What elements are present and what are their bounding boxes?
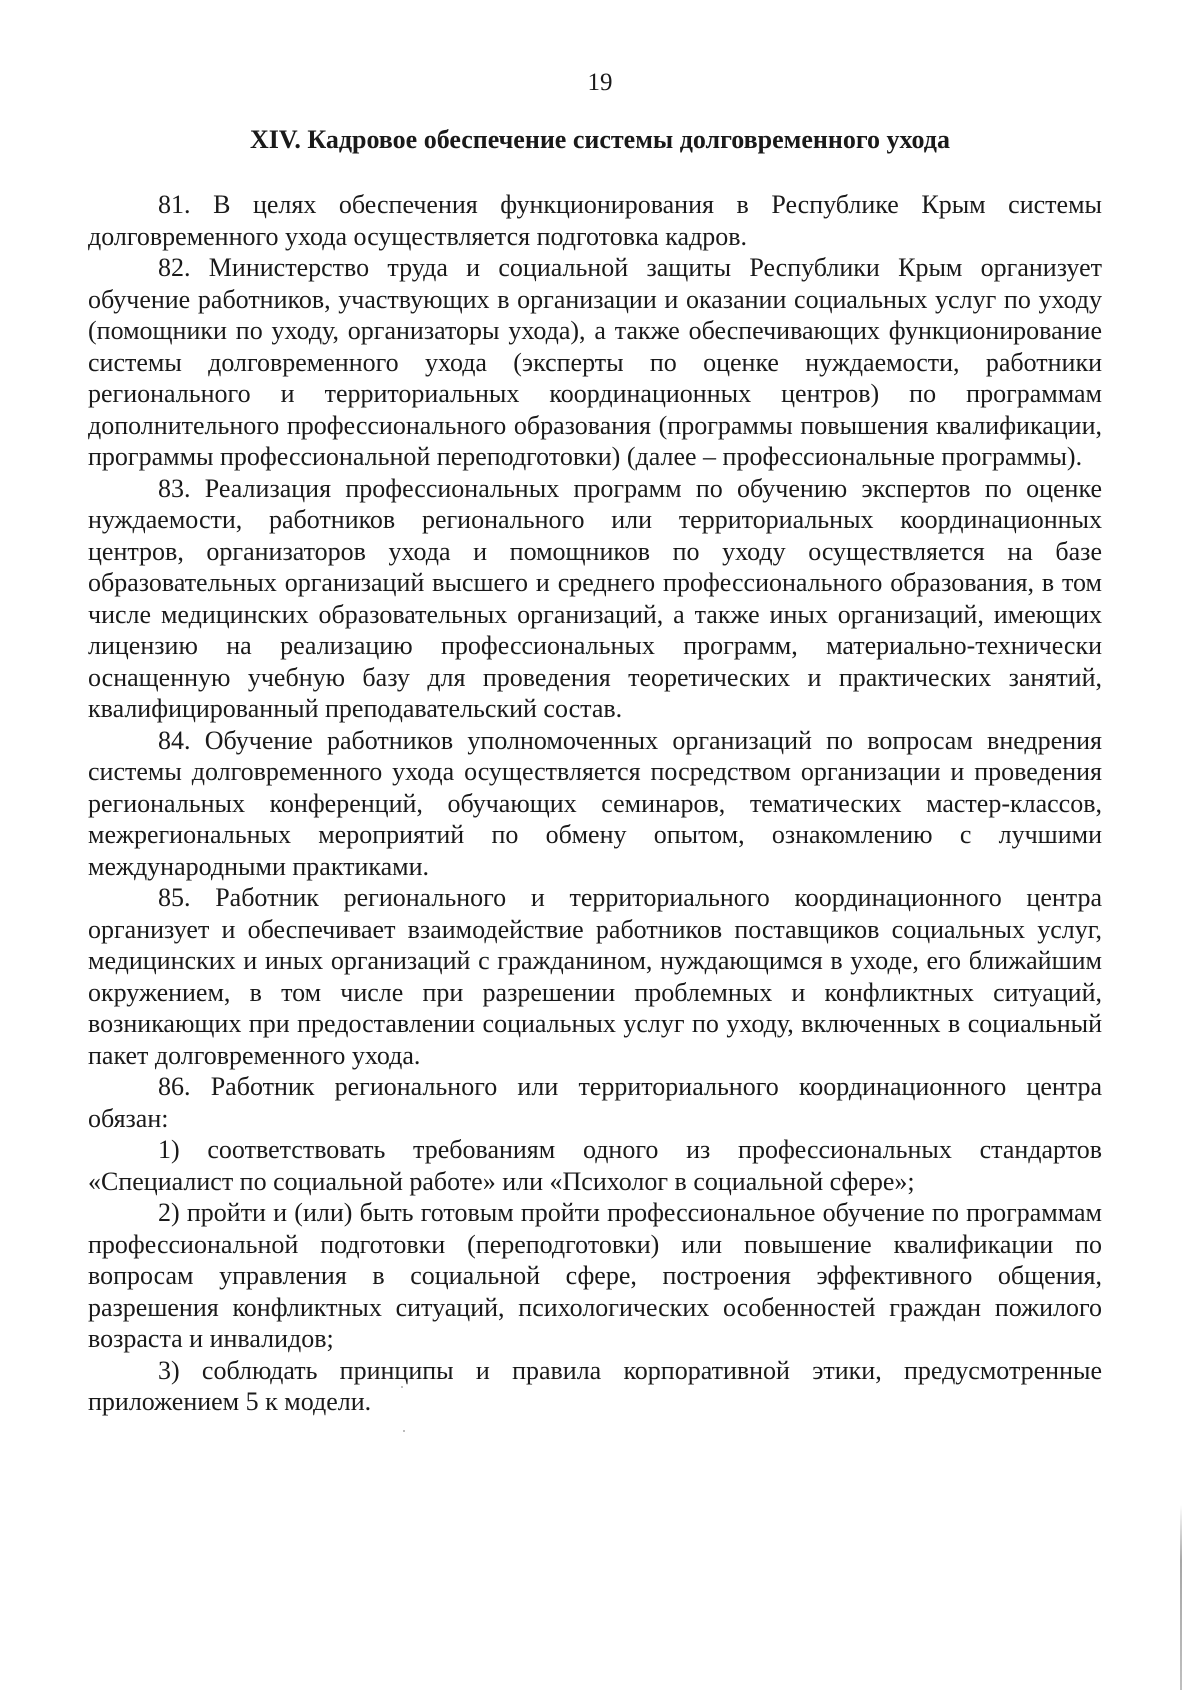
scan-speck xyxy=(403,1430,405,1432)
scan-speck xyxy=(1098,960,1100,962)
paragraph-82: 82. Министерство труда и социальной защиты Республики Крым организует обучение работников, участвующих в организации и оказании социальных услуг по уходу (помощники по уходу, организаторы ухода), а также обеспечивающих функционирование системы долговременного ухода (эксперты по оценке нуждаемости, работники регионального и территориальных координационных центров) по программам дополнительного профессионального образования (программы повышения квалификации, программы профессиональной переподготовки) (далее – профессиональные программы). xyxy=(88,253,1102,471)
list-item-1: 1) соответствовать требованиям одного из профессиональных стандартов «Специалист по социальной работе» или «Психолог в социальной сфере»; xyxy=(88,1135,1102,1196)
page-number: 19 xyxy=(587,69,613,96)
list-item-2: 2) пройти и (или) быть готовым пройти профессиональное обучение по программам профессиональной подготовки (переподготовки) или повышение квалификации по вопросам управления в социальной сфере, построения эффективного общения, разрешения конфликтных ситуаций, психологических особенностей граждан пожилого возраста и инвалидов; xyxy=(88,1198,1102,1353)
paragraph-85: 85. Работник регионального и территориального координационного центра организует и обеспечивает взаимодействие работников поставщиков социальных услуг, медицинских и иных организаций с гражданином, нуждающимся в уходе, его ближайшим окружением, в том числе при разрешении проблемных и конфликтных ситуаций, возникающих при предоставлении социальных услуг по уходу, включенных в социальный пакет долговременного ухода. xyxy=(88,883,1102,1070)
paragraph-83: 83. Реализация профессиональных программ по обучению экспертов по оценке нуждаемости, работников регионального или территориальных координационных центров, организаторов ухода и помощников по уходу осуществляется на базе образовательных организаций высшего и среднего профессионального образования, в том числе медицинских образовательных организаций, а также иных организаций, имеющих лицензию на реализацию профессиональных программ, материально-технически оснащенную учебную базу для проведения теоретических и практических занятий, квалифицированный преподавательский состав. xyxy=(88,473,1102,723)
document-body xyxy=(88,189,1102,1418)
list-item-3: 3) соблюдать принципы и правила корпоративной этики, предусмотренные приложением 5 к модели. xyxy=(88,1355,1102,1416)
paragraph-84: 84. Обучение работников уполномоченных организаций по вопросам внедрения системы долговременного ухода осуществляется посредством организации и проведения региональных конференций, обучающих семинаров, тематических мастер-классов, межрегиональных мероприятий по обмену опытом, ознакомлению с лучшими международными практиками. xyxy=(88,725,1102,881)
paragraph-81: 81. В целях обеспечения функционирования в Республике Крым системы долговременного ухода осуществляется подготовка кадров. xyxy=(88,190,1102,251)
paragraph-86: 86. Работник регионального или территориального координационного центра обязан: xyxy=(88,1072,1102,1133)
scan-artifact-line xyxy=(1180,1505,1182,1690)
section-heading: XIV. Кадровое обеспечение системы долговременного ухода xyxy=(250,125,950,154)
scan-speck xyxy=(401,1386,403,1388)
